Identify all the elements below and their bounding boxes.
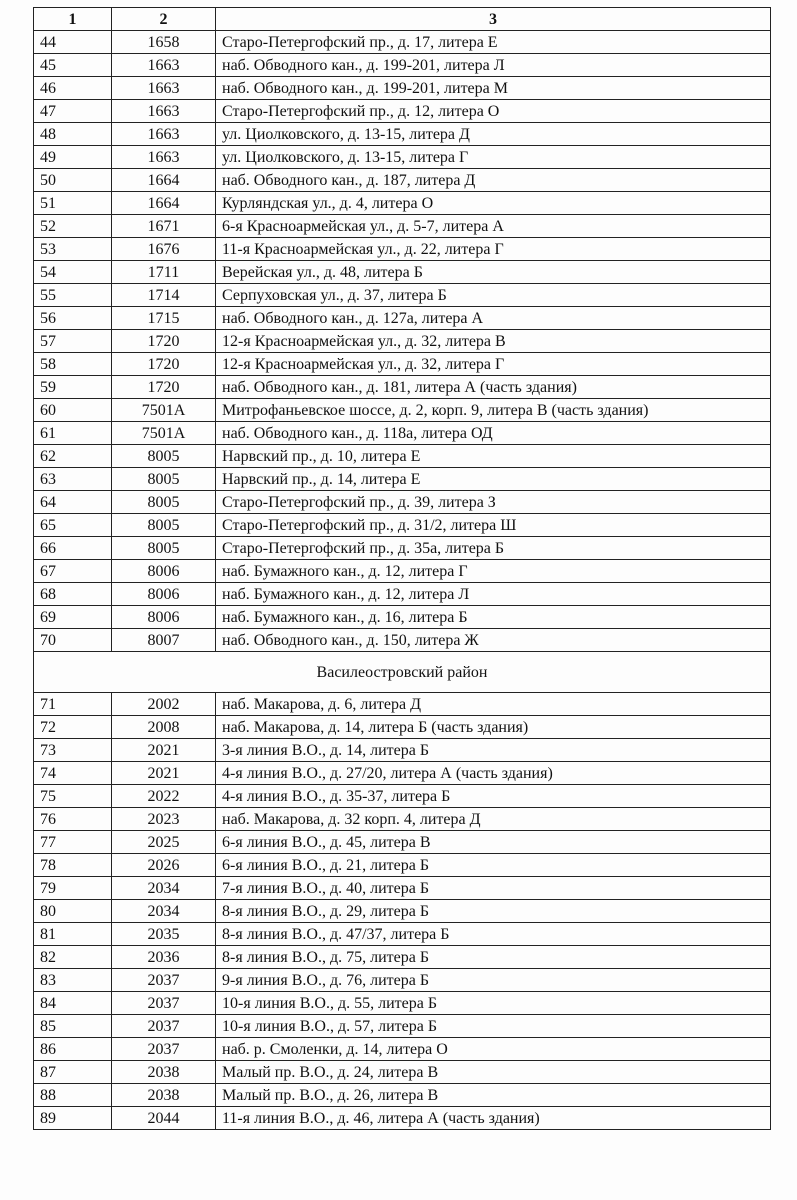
- table-row: [34, 923, 771, 946]
- object-code-cell: 2026: [112, 854, 216, 877]
- object-code-cell: 1663: [112, 54, 216, 77]
- row-number-cell: 54: [34, 261, 112, 284]
- column-header-1: 1: [34, 8, 112, 31]
- object-code-cell: 2021: [112, 762, 216, 785]
- address-cell: 4-я линия В.О., д. 27/20, литера А (часть здания): [216, 762, 771, 785]
- row-number-cell: 79: [34, 877, 112, 900]
- address-cell: 6-я линия В.О., д. 21, литера Б: [216, 854, 771, 877]
- object-code-cell: 2021: [112, 739, 216, 762]
- address-cell: 9-я линия В.О., д. 76, литера Б: [216, 969, 771, 992]
- table-row: [34, 1015, 771, 1038]
- table-header-row: [34, 8, 771, 31]
- address-cell: наб. Макарова, д. 32 корп. 4, литера Д: [216, 808, 771, 831]
- object-code-cell: 2025: [112, 831, 216, 854]
- row-number-cell: 83: [34, 969, 112, 992]
- table-row: [34, 399, 771, 422]
- row-number-cell: 87: [34, 1061, 112, 1084]
- row-number-cell: 48: [34, 123, 112, 146]
- row-number-cell: 69: [34, 606, 112, 629]
- address-cell: 12-я Красноармейская ул., д. 32, литера В: [216, 330, 771, 353]
- table-row: [34, 353, 771, 376]
- address-cell: Серпуховская ул., д. 37, литера Б: [216, 284, 771, 307]
- row-number-cell: 71: [34, 693, 112, 716]
- row-number-cell: 60: [34, 399, 112, 422]
- table-row: [34, 693, 771, 716]
- table-row: [34, 1107, 771, 1130]
- row-number-cell: 58: [34, 353, 112, 376]
- table-row: [34, 261, 771, 284]
- table-row: [34, 422, 771, 445]
- row-number-cell: 47: [34, 100, 112, 123]
- table-row: [34, 54, 771, 77]
- address-cell: 11-я линия В.О., д. 46, литера А (часть здания): [216, 1107, 771, 1130]
- object-code-cell: 2038: [112, 1061, 216, 1084]
- row-number-cell: 84: [34, 992, 112, 1015]
- row-number-cell: 81: [34, 923, 112, 946]
- row-number-cell: 77: [34, 831, 112, 854]
- table-row: [34, 831, 771, 854]
- object-code-cell: 1663: [112, 146, 216, 169]
- table-row: [34, 445, 771, 468]
- address-cell: 12-я Красноармейская ул., д. 32, литера Г: [216, 353, 771, 376]
- address-cell: 6-я линия В.О., д. 45, литера В: [216, 831, 771, 854]
- object-code-cell: 2037: [112, 969, 216, 992]
- table-row: [34, 1038, 771, 1061]
- table-row: [34, 716, 771, 739]
- table-row: [34, 808, 771, 831]
- object-code-cell: 2037: [112, 1015, 216, 1038]
- row-number-cell: 49: [34, 146, 112, 169]
- table-row: [34, 238, 771, 261]
- table-row: [34, 100, 771, 123]
- object-code-cell: 8007: [112, 629, 216, 652]
- table-row: [34, 77, 771, 100]
- row-number-cell: 76: [34, 808, 112, 831]
- address-cell: наб. Бумажного кан., д. 12, литера Л: [216, 583, 771, 606]
- object-code-cell: 1664: [112, 169, 216, 192]
- object-code-cell: 2034: [112, 900, 216, 923]
- address-cell: наб. Обводного кан., д. 199-201, литера Л: [216, 54, 771, 77]
- row-number-cell: 51: [34, 192, 112, 215]
- row-number-cell: 67: [34, 560, 112, 583]
- object-code-cell: 8006: [112, 560, 216, 583]
- address-table: [33, 7, 771, 1130]
- address-cell: Митрофаньевское шоссе, д. 2, корп. 9, литера В (часть здания): [216, 399, 771, 422]
- address-cell: 6-я Красноармейская ул., д. 5-7, литера А: [216, 215, 771, 238]
- column-header-2: 2: [112, 8, 216, 31]
- address-cell: наб. Обводного кан., д. 199-201, литера М: [216, 77, 771, 100]
- table-row: [34, 146, 771, 169]
- row-number-cell: 64: [34, 491, 112, 514]
- row-number-cell: 80: [34, 900, 112, 923]
- table-row: [34, 330, 771, 353]
- object-code-cell: 1671: [112, 215, 216, 238]
- object-code-cell: 1663: [112, 100, 216, 123]
- object-code-cell: 2035: [112, 923, 216, 946]
- table-row: [34, 969, 771, 992]
- table-row: [34, 560, 771, 583]
- address-cell: наб. Макарова, д. 6, литера Д: [216, 693, 771, 716]
- row-number-cell: 85: [34, 1015, 112, 1038]
- table-row: [34, 169, 771, 192]
- table-row: [34, 877, 771, 900]
- table-body-a: [34, 31, 771, 652]
- address-cell: Малый пр. В.О., д. 24, литера В: [216, 1061, 771, 1084]
- row-number-cell: 65: [34, 514, 112, 537]
- address-cell: Малый пр. В.О., д. 26, литера В: [216, 1084, 771, 1107]
- address-cell: наб. Обводного кан., д. 127а, литера А: [216, 307, 771, 330]
- address-cell: 7-я линия В.О., д. 40, литера Б: [216, 877, 771, 900]
- table-row: [34, 992, 771, 1015]
- table-body-b: [34, 693, 771, 1130]
- table-row: [34, 606, 771, 629]
- address-cell: 3-я линия В.О., д. 14, литера Б: [216, 739, 771, 762]
- district-section-row: [34, 652, 771, 693]
- object-code-cell: 8006: [112, 606, 216, 629]
- table-row: [34, 31, 771, 54]
- address-cell: наб. Обводного кан., д. 187, литера Д: [216, 169, 771, 192]
- row-number-cell: 75: [34, 785, 112, 808]
- object-code-cell: 1720: [112, 353, 216, 376]
- table-row: [34, 900, 771, 923]
- row-number-cell: 86: [34, 1038, 112, 1061]
- object-code-cell: 2044: [112, 1107, 216, 1130]
- table-row: [34, 1061, 771, 1084]
- object-code-cell: 2038: [112, 1084, 216, 1107]
- row-number-cell: 56: [34, 307, 112, 330]
- table-row: [34, 468, 771, 491]
- object-code-cell: 1676: [112, 238, 216, 261]
- address-cell: ул. Циолковского, д. 13-15, литера Г: [216, 146, 771, 169]
- address-cell: Старо-Петергофский пр., д. 31/2, литера Ш: [216, 514, 771, 537]
- object-code-cell: 1714: [112, 284, 216, 307]
- address-cell: наб. Обводного кан., д. 150, литера Ж: [216, 629, 771, 652]
- row-number-cell: 62: [34, 445, 112, 468]
- table-row: [34, 854, 771, 877]
- row-number-cell: 45: [34, 54, 112, 77]
- row-number-cell: 82: [34, 946, 112, 969]
- address-cell: 11-я Красноармейская ул., д. 22, литера Г: [216, 238, 771, 261]
- table-row: [34, 1084, 771, 1107]
- address-cell: Старо-Петергофский пр., д. 12, литера О: [216, 100, 771, 123]
- row-number-cell: 73: [34, 739, 112, 762]
- object-code-cell: 8005: [112, 468, 216, 491]
- address-cell: 8-я линия В.О., д. 29, литера Б: [216, 900, 771, 923]
- row-number-cell: 89: [34, 1107, 112, 1130]
- object-code-cell: 1658: [112, 31, 216, 54]
- row-number-cell: 53: [34, 238, 112, 261]
- object-code-cell: 1663: [112, 123, 216, 146]
- row-number-cell: 74: [34, 762, 112, 785]
- address-cell: Верейская ул., д. 48, литера Б: [216, 261, 771, 284]
- address-cell: наб. р. Смоленки, д. 14, литера О: [216, 1038, 771, 1061]
- row-number-cell: 66: [34, 537, 112, 560]
- row-number-cell: 88: [34, 1084, 112, 1107]
- object-code-cell: 8005: [112, 514, 216, 537]
- address-cell: Нарвский пр., д. 10, литера Е: [216, 445, 771, 468]
- address-cell: наб. Обводного кан., д. 118а, литера ОД: [216, 422, 771, 445]
- object-code-cell: 1715: [112, 307, 216, 330]
- address-cell: 10-я линия В.О., д. 57, литера Б: [216, 1015, 771, 1038]
- row-number-cell: 57: [34, 330, 112, 353]
- table-row: [34, 629, 771, 652]
- address-cell: наб. Макарова, д. 14, литера Б (часть здания): [216, 716, 771, 739]
- table-row: [34, 739, 771, 762]
- row-number-cell: 68: [34, 583, 112, 606]
- object-code-cell: 1720: [112, 376, 216, 399]
- row-number-cell: 61: [34, 422, 112, 445]
- row-number-cell: 70: [34, 629, 112, 652]
- row-number-cell: 78: [34, 854, 112, 877]
- row-number-cell: 46: [34, 77, 112, 100]
- district-title: Василеостровский район: [34, 652, 771, 693]
- object-code-cell: 1711: [112, 261, 216, 284]
- table-row: [34, 946, 771, 969]
- row-number-cell: 55: [34, 284, 112, 307]
- row-number-cell: 63: [34, 468, 112, 491]
- address-cell: Старо-Петергофский пр., д. 35а, литера Б: [216, 537, 771, 560]
- address-cell: наб. Обводного кан., д. 181, литера А (часть здания): [216, 376, 771, 399]
- row-number-cell: 50: [34, 169, 112, 192]
- row-number-cell: 44: [34, 31, 112, 54]
- address-cell: Нарвский пр., д. 14, литера Е: [216, 468, 771, 491]
- object-code-cell: 2034: [112, 877, 216, 900]
- address-cell: ул. Циолковского, д. 13-15, литера Д: [216, 123, 771, 146]
- section-row-group: [34, 652, 771, 693]
- object-code-cell: 2022: [112, 785, 216, 808]
- object-code-cell: 2002: [112, 693, 216, 716]
- address-cell: Старо-Петергофский пр., д. 17, литера Е: [216, 31, 771, 54]
- row-number-cell: 52: [34, 215, 112, 238]
- object-code-cell: 2037: [112, 1038, 216, 1061]
- table-row: [34, 215, 771, 238]
- address-cell: 4-я линия В.О., д. 35-37, литера Б: [216, 785, 771, 808]
- address-cell: 8-я линия В.О., д. 47/37, литера Б: [216, 923, 771, 946]
- address-cell: наб. Бумажного кан., д. 16, литера Б: [216, 606, 771, 629]
- object-code-cell: 8005: [112, 537, 216, 560]
- table-row: [34, 192, 771, 215]
- address-cell: Курляндская ул., д. 4, литера О: [216, 192, 771, 215]
- object-code-cell: 1663: [112, 77, 216, 100]
- object-code-cell: 2037: [112, 992, 216, 1015]
- object-code-cell: 8005: [112, 491, 216, 514]
- object-code-cell: 1664: [112, 192, 216, 215]
- object-code-cell: 8005: [112, 445, 216, 468]
- table-row: [34, 376, 771, 399]
- table-row: [34, 491, 771, 514]
- table-row: [34, 307, 771, 330]
- table-row: [34, 537, 771, 560]
- row-number-cell: 72: [34, 716, 112, 739]
- row-number-cell: 59: [34, 376, 112, 399]
- object-code-cell: 2023: [112, 808, 216, 831]
- table-row: [34, 583, 771, 606]
- object-code-cell: 2008: [112, 716, 216, 739]
- column-header-3: 3: [216, 8, 771, 31]
- table-row: [34, 284, 771, 307]
- object-code-cell: 1720: [112, 330, 216, 353]
- object-code-cell: 7501А: [112, 422, 216, 445]
- table-row: [34, 123, 771, 146]
- table-row: [34, 762, 771, 785]
- address-cell: наб. Бумажного кан., д. 12, литера Г: [216, 560, 771, 583]
- address-cell: 10-я линия В.О., д. 55, литера Б: [216, 992, 771, 1015]
- object-code-cell: 7501А: [112, 399, 216, 422]
- table-row: [34, 785, 771, 808]
- object-code-cell: 8006: [112, 583, 216, 606]
- object-code-cell: 2036: [112, 946, 216, 969]
- address-cell: Старо-Петергофский пр., д. 39, литера З: [216, 491, 771, 514]
- table-row: [34, 514, 771, 537]
- address-cell: 8-я линия В.О., д. 75, литера Б: [216, 946, 771, 969]
